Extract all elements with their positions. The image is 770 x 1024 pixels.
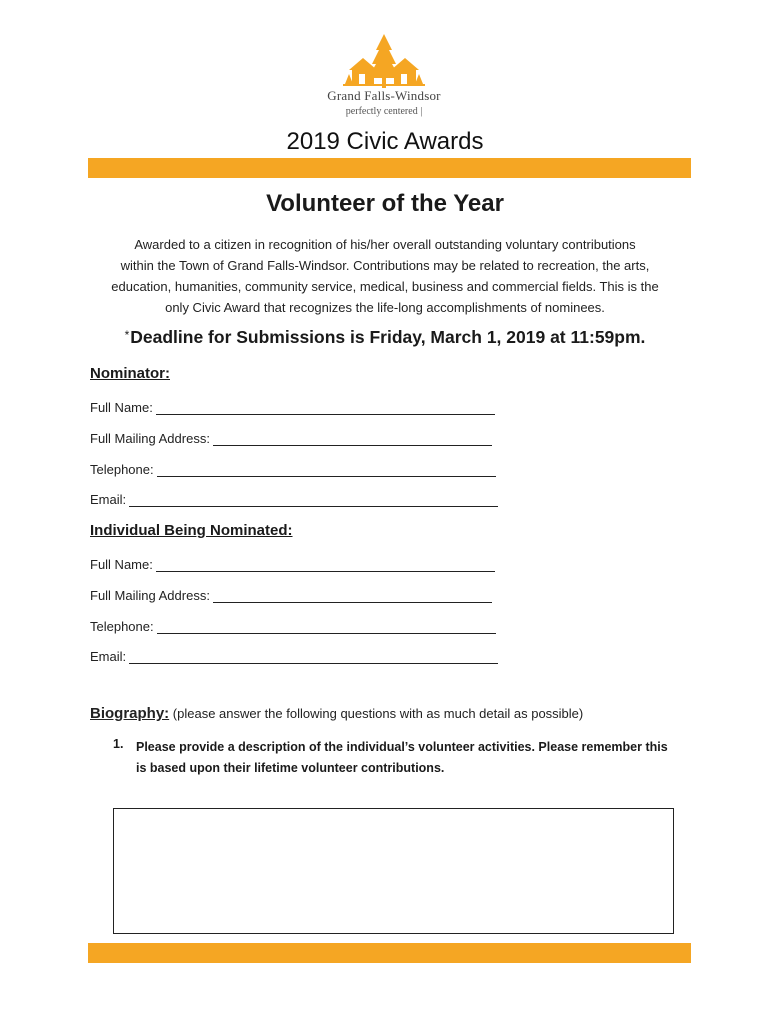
nominator-email-field [90, 489, 498, 507]
question-text: Please provide a description of the individual’s volunteer activities. Please remember this is based upon their lifetime volunteer contributions. [136, 740, 668, 775]
deadline-asterisk: * [124, 328, 130, 342]
nominee-email-input[interactable] [129, 649, 498, 664]
nominee-email-field [90, 646, 498, 664]
question-1-answer-box[interactable] [113, 808, 674, 934]
field-label: Email: [90, 492, 127, 507]
nominator-mailing-address-field [90, 428, 492, 446]
description-line: education, humanities, community service, medical, business and commercial fields. This is the [111, 279, 659, 294]
field-label: Full Mailing Address: [90, 588, 210, 603]
field-label: Full Mailing Address: [90, 431, 210, 446]
biography-heading: Biography: [90, 705, 170, 722]
award-name: Volunteer of the Year [266, 190, 504, 217]
field-label: Full Name: [90, 400, 153, 415]
logo-town-name: Grand Falls-Windsor [327, 88, 441, 103]
field-label: Telephone: [90, 462, 154, 477]
nominee-heading: Individual Being Nominated: [90, 522, 293, 539]
nominator-mailing-address-input[interactable] [213, 431, 492, 446]
nominee-telephone-input[interactable] [157, 619, 496, 634]
nominee-telephone-field [90, 616, 496, 634]
logo-tagline: perfectly centered | [345, 106, 423, 117]
field-label: Email: [90, 649, 127, 664]
nominator-email-input[interactable] [129, 492, 498, 507]
nominee-full-name-field [90, 554, 495, 572]
field-label: Telephone: [90, 619, 154, 634]
nominator-telephone-input[interactable] [157, 462, 496, 477]
biography-instruction: (please answer the following questions with as much detail as possible) [172, 706, 584, 721]
deadline-notice [0, 327, 770, 348]
description-line: within the Town of Grand Falls-Windsor. Contributions may be related to recreation, the arts, [120, 258, 650, 273]
nominator-full-name-field [90, 397, 495, 415]
nominator-full-name-input[interactable] [156, 400, 495, 415]
nominator-telephone-field [90, 459, 496, 477]
deadline-text: Deadline for Submissions is Friday, March 1, 2019 at 11:59pm. [130, 327, 646, 347]
town-logo [319, 32, 449, 122]
description-line: only Civic Award that recognizes the life-long accomplishments of nominees. [165, 300, 605, 315]
nominator-heading: Nominator: [90, 365, 170, 382]
nominee-mailing-address-input[interactable] [213, 588, 492, 603]
question-number: 1. [113, 737, 124, 751]
tree-logo-icon [341, 32, 427, 90]
award-description [90, 234, 680, 318]
top-accent-bar [88, 158, 691, 178]
description-line: Awarded to a citizen in recognition of his/her overall outstanding voluntary contributions [134, 237, 636, 252]
biography-heading-row [90, 705, 583, 722]
bottom-accent-bar [88, 943, 691, 963]
awards-title: 2019 Civic Awards [286, 128, 484, 155]
field-label: Full Name: [90, 557, 153, 572]
nominee-mailing-address-field [90, 585, 492, 603]
nominee-full-name-input[interactable] [156, 557, 495, 572]
